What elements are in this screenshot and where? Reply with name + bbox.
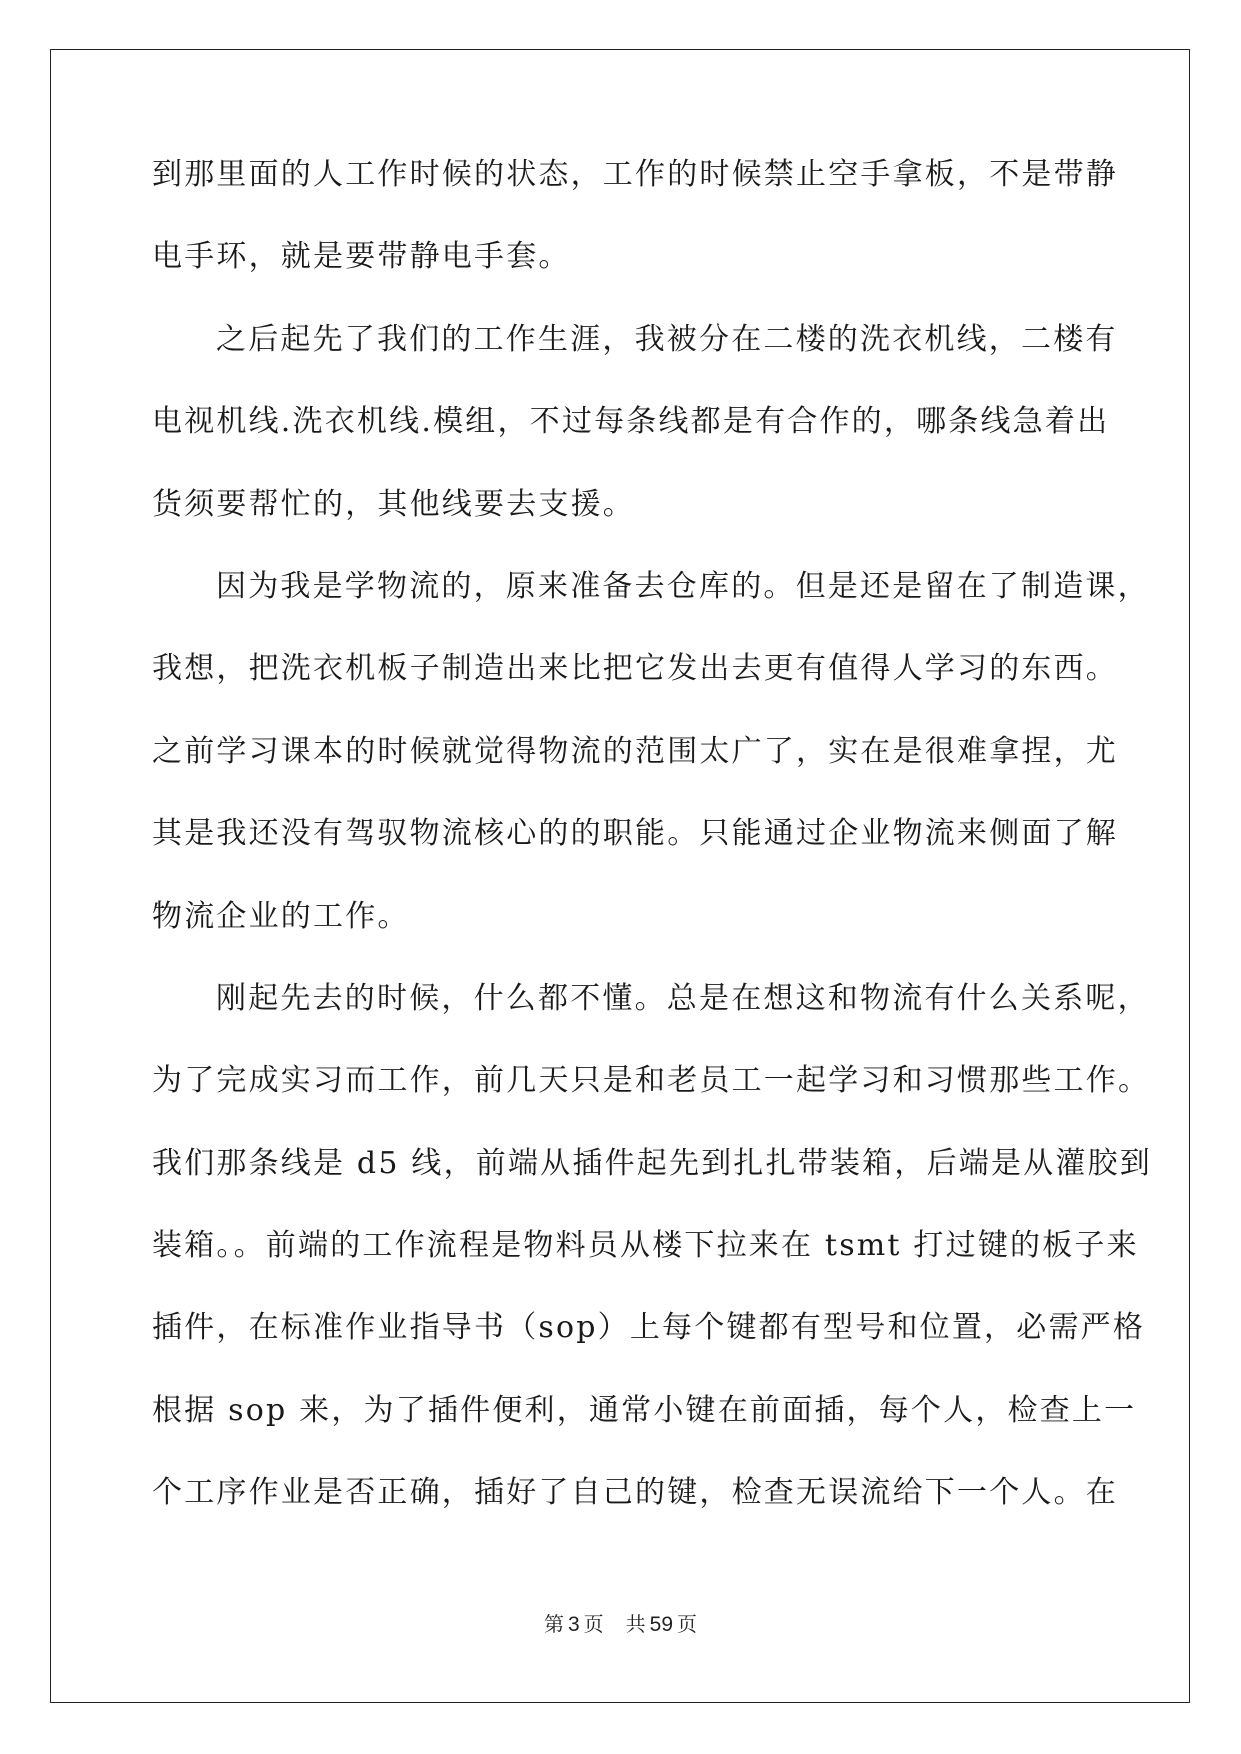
- text-line: 我们那条线是 d5 线，前端从插件起先到扎扎带装箱，后端是从灌胶到: [152, 1145, 1152, 1181]
- document-body: [152, 157, 1152, 1561]
- text-line: 货须要帮忙的，其他线要去支援。: [152, 486, 635, 522]
- paragraph-start: 因为我是学物流的，原来准备去仓库的。但是还是留在了制造课，: [216, 568, 1150, 604]
- text-line: 为了完成实习而工作，前几天只是和老员工一起学习和习惯那些工作。: [152, 1063, 1151, 1099]
- text-line: 装箱。。前端的工作流程是物料员从楼下拉来在 tsmt 打过键的板子来: [152, 1228, 1139, 1264]
- text-line: 个工序作业是否正确，插好了自己的键，检查无误流给下一个人。在: [152, 1475, 1118, 1511]
- page-label-suffix: 页: [583, 1612, 604, 1636]
- text-line: 插件，在标准作业指导书（sop）上每个键都有型号和位置，必需严格: [152, 1310, 1146, 1346]
- page-label-prefix: 第: [543, 1612, 564, 1636]
- text-line: 根据 sop 来，为了插件便利，通常小键在前面插，每个人，检查上一: [152, 1392, 1137, 1428]
- page-footer: [0, 1608, 1241, 1637]
- paragraph-start: 刚起先去的时候，什么都不懂。总是在想这和物流有什么关系呢，: [216, 980, 1150, 1016]
- text-line: 到那里面的人工作时候的状态，工作的时候禁止空手拿板，不是带静: [152, 157, 1118, 192]
- text-line: 之前学习课本的时候就觉得物流的范围太广了，实在是很难拿捏，尤: [152, 733, 1118, 769]
- text-line: 我想，把洗衣机板子制造出来比把它发出去更有值得人学习的东西。: [152, 651, 1118, 687]
- text-line: 物流企业的工作。: [152, 898, 410, 934]
- page-number: 3: [567, 1613, 580, 1636]
- total-label-suffix: 页: [677, 1612, 698, 1636]
- paragraph-start: 之后起先了我们的工作生涯，我被分在二楼的洗衣机线，二楼有: [216, 321, 1118, 357]
- text-line: 其是我还没有驾驭物流核心的的职能。只能通过企业物流来侧面了解: [152, 816, 1118, 852]
- total-pages: 59: [649, 1613, 674, 1636]
- total-label-prefix: 共: [625, 1612, 646, 1636]
- text-line: 电视机线.洗衣机线.模组，不过每条线都是有合作的，哪条线急着出: [152, 404, 1110, 440]
- text-line: 电手环，就是要带静电手套。: [152, 239, 571, 275]
